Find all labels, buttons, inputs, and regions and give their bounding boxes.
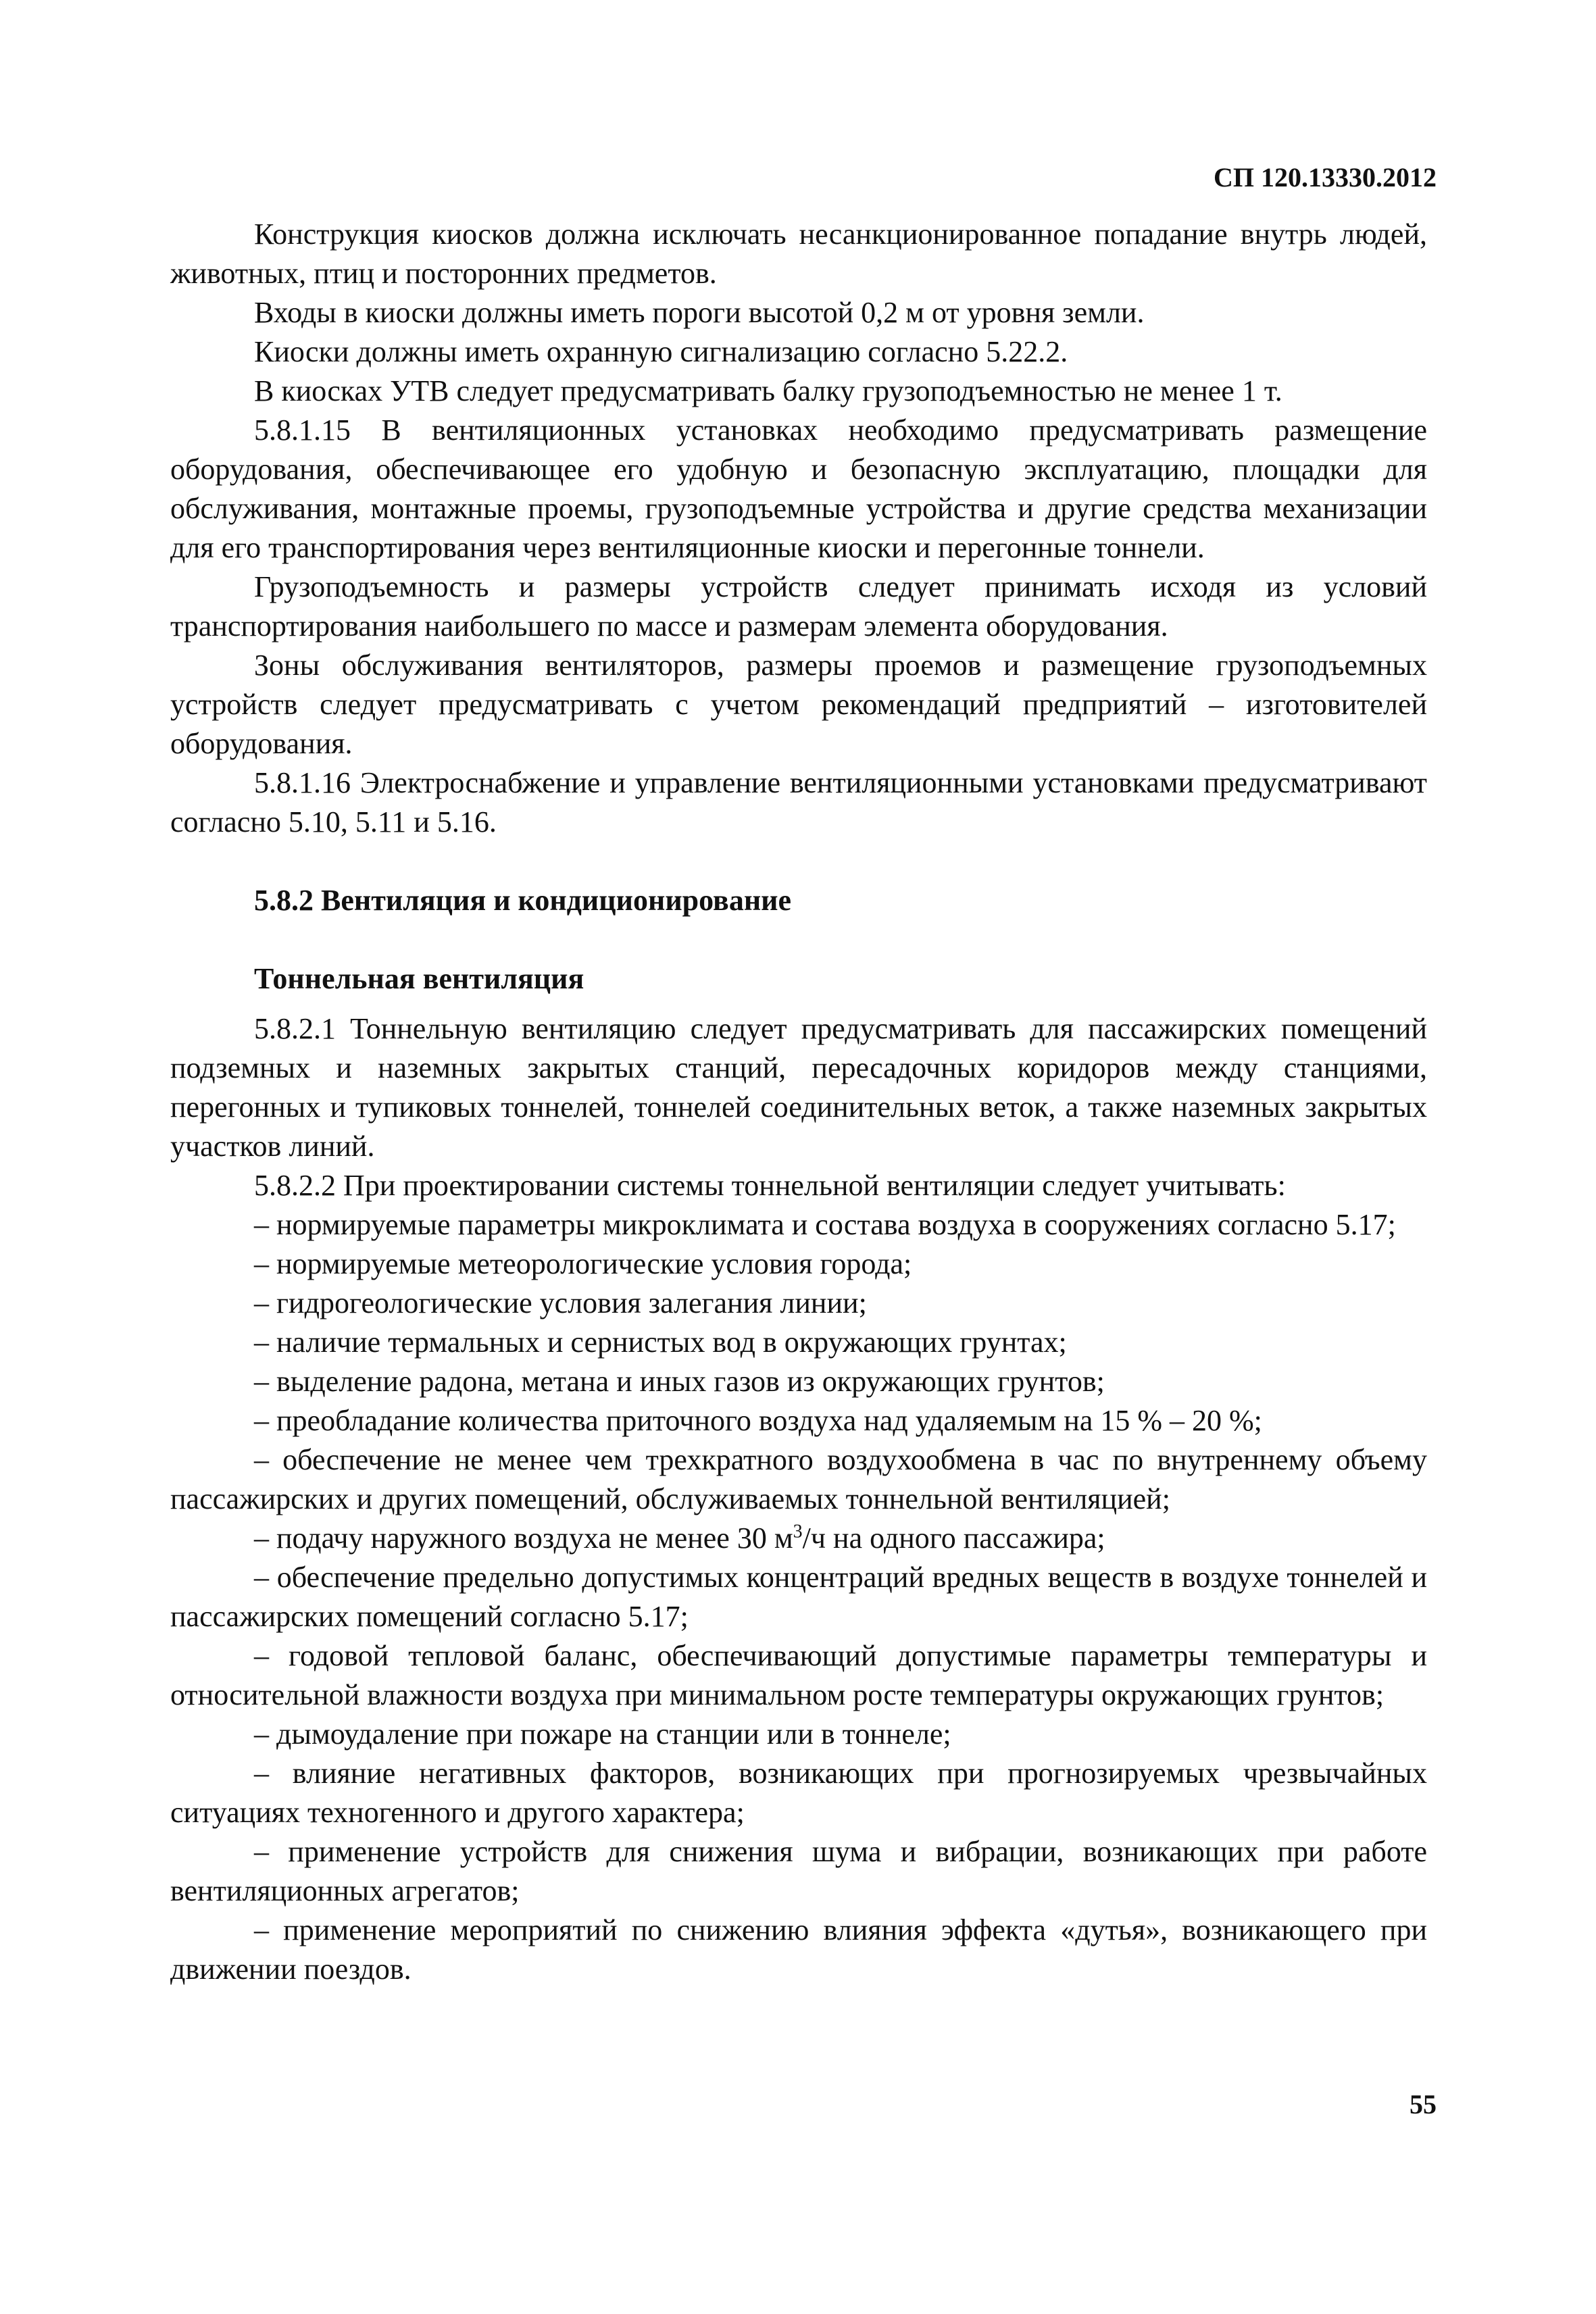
list-item: – гидрогеологические условия залегания линии;	[254, 1286, 867, 1319]
paragraph: 5.8.1.16 Электроснабжение и управление вентиляционными установками предусматривают согласно 5.10, 5.11 и 5.16.	[170, 766, 1427, 838]
paragraph: Киоски должны иметь охранную сигнализацию согласно 5.22.2.	[254, 335, 1068, 368]
list-item: – дымоудаление при пожаре на станции или в тоннеле;	[254, 1717, 951, 1751]
paragraph: 5.8.2.2 При проектировании системы тоннельной вентиляции следует учитывать:	[254, 1169, 1286, 1202]
list-item: – обеспечение предельно допустимых концентраций вредных веществ в воздухе тоннелей и пассажирских помещений согласно 5.17;	[170, 1561, 1427, 1633]
paragraph: Конструкция киосков должна исключать несанкционированное попадание внутрь людей, животных, птиц и посторонних предметов.	[170, 218, 1427, 290]
paragraph: В киосках УТВ следует предусматривать балку грузоподъемностью не менее 1 т.	[254, 374, 1282, 407]
spacer	[170, 920, 1427, 959]
list-item: – нормируемые параметры микроклимата и состава воздуха в сооружениях согласно 5.17;	[254, 1208, 1396, 1241]
document-code: СП 120.13330.2012	[1214, 162, 1437, 193]
list-item: – годовой тепловой баланс, обеспечивающий допустимые параметры температуры и относительной влажности воздуха при минимальном росте температуры окружающих грунтов;	[170, 1639, 1427, 1711]
superscript: 3	[793, 1521, 803, 1542]
paragraph: 5.8.2.1 Тоннельную вентиляцию следует предусматривать для пассажирских помещений подземных и наземных закрытых станций, пересадочных коридоров между станциями, перегонных и тупиковых тоннелей, тоннелей соединительных веток, а также наземных закрытых участков линий.	[170, 1012, 1427, 1163]
list-item: – нормируемые метеорологические условия города;	[254, 1247, 912, 1280]
spacer	[170, 842, 1427, 881]
page-body	[170, 215, 1427, 1989]
subsection-heading: Тоннельная вентиляция	[254, 962, 584, 995]
paragraph: Зоны обслуживания вентиляторов, размеры проемов и размещение грузоподъемных устройств следует предусматривать с учетом рекомендаций предприятий – изготовителей оборудования.	[170, 649, 1427, 760]
list-item: – преобладание количества приточного воздуха над удаляемым на 15 % – 20 %;	[254, 1404, 1262, 1437]
list-item: – наличие термальных и сернистых вод в окружающих грунтах;	[254, 1326, 1067, 1359]
list-item: – применение устройств для снижения шума и вибрации, возникающих при работе вентиляционных агрегатов;	[170, 1835, 1427, 1907]
page-number: 55	[1410, 2089, 1437, 2119]
paragraph: Входы в киоски должны иметь пороги высотой 0,2 м от уровня земли.	[254, 296, 1145, 329]
list-item: – влияние негативных факторов, возникающих при прогнозируемых чрезвычайных ситуациях техногенного и другого характера;	[170, 1757, 1427, 1829]
list-item-text: – подачу наружного воздуха не менее 30 м	[254, 1521, 793, 1555]
list-item: – применение мероприятий по снижению влияния эффекта «дутья», возникающего при движении поездов.	[170, 1913, 1427, 1986]
section-heading: 5.8.2 Вентиляция и кондиционирование	[254, 884, 792, 917]
paragraph: 5.8.1.15 В вентиляционных установках необходимо предусматривать размещение оборудования, обеспечивающее его удобную и безопасную эксплуатацию, площадки для обслуживания, монтажные проемы, грузоподъемные устройства и другие средства механизации для его транспортирования через вентиляционные киоски и перегонные тоннели.	[170, 413, 1427, 564]
spacer	[170, 999, 1427, 1009]
list-item-text: /ч на одного пассажира;	[802, 1521, 1105, 1555]
list-item: – обеспечение не менее чем трехкратного воздухообмена в час по внутреннему объему пассажирских и других помещений, обслуживаемых тоннельной вентиляцией;	[170, 1443, 1427, 1515]
paragraph: Грузоподъемность и размеры устройств следует принимать исходя из условий транспортирования наибольшего по массе и размерам элемента оборудования.	[170, 570, 1427, 643]
list-item	[170, 1519, 1427, 1558]
list-item: – выделение радона, метана и иных газов из окружающих грунтов;	[254, 1365, 1105, 1398]
